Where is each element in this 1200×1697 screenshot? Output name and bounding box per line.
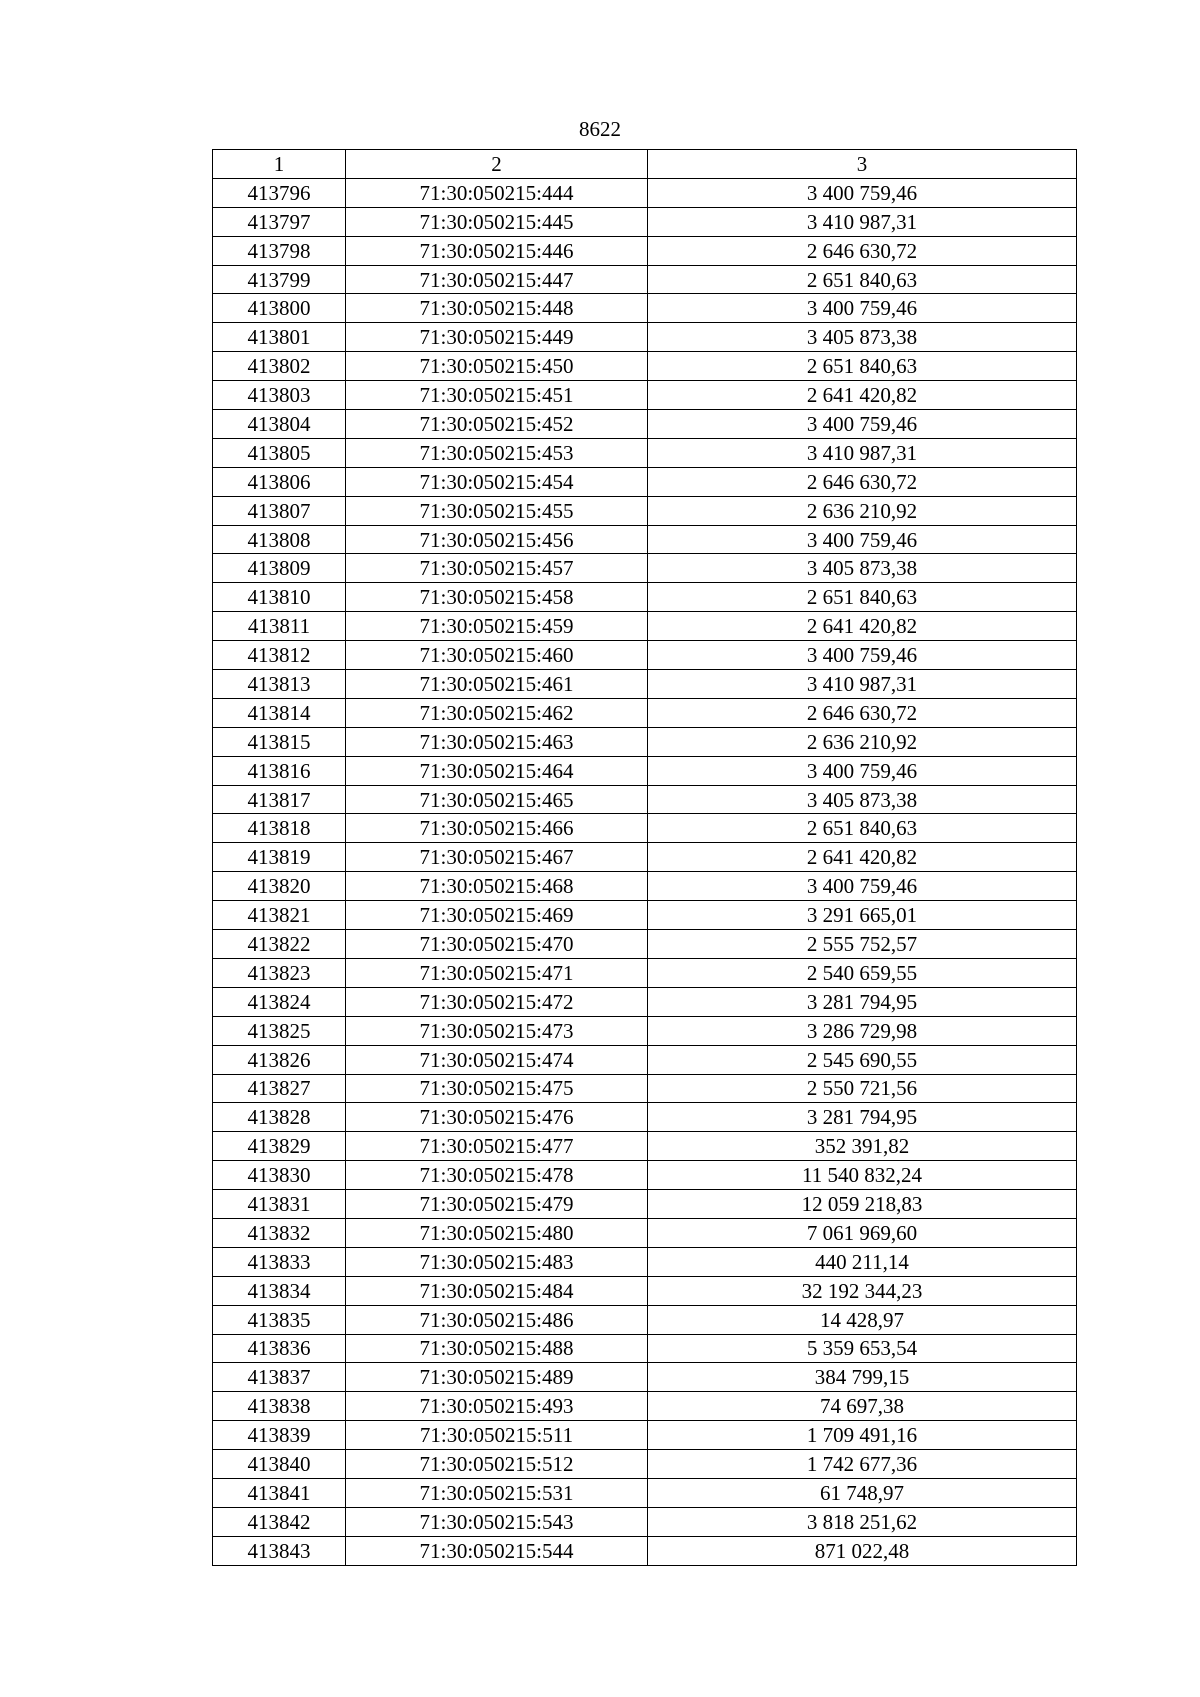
value-cell: 2 545 690,55 xyxy=(648,1045,1077,1074)
value-cell: 3 286 729,98 xyxy=(648,1016,1077,1045)
cadastral-number-cell: 71:30:050215:479 xyxy=(346,1190,648,1219)
cadastral-number-cell: 71:30:050215:458 xyxy=(346,583,648,612)
table-row xyxy=(213,1016,1077,1045)
value-cell: 3 400 759,46 xyxy=(648,525,1077,554)
value-cell: 2 646 630,72 xyxy=(648,698,1077,727)
cadastral-number-cell: 71:30:050215:466 xyxy=(346,814,648,843)
table-row xyxy=(213,410,1077,439)
cadastral-number-cell: 71:30:050215:493 xyxy=(346,1392,648,1421)
table-row xyxy=(213,1103,1077,1132)
row-number-cell: 413838 xyxy=(213,1392,346,1421)
column-header-1: 1 xyxy=(213,150,346,179)
value-cell: 2 641 420,82 xyxy=(648,612,1077,641)
cadastral-number-cell: 71:30:050215:449 xyxy=(346,323,648,352)
row-number-cell: 413820 xyxy=(213,872,346,901)
row-number-cell: 413824 xyxy=(213,987,346,1016)
row-number-cell: 413810 xyxy=(213,583,346,612)
cadastral-number-cell: 71:30:050215:486 xyxy=(346,1305,648,1334)
value-cell: 74 697,38 xyxy=(648,1392,1077,1421)
value-cell: 2 646 630,72 xyxy=(648,467,1077,496)
table-row xyxy=(213,930,1077,959)
cadastral-number-cell: 71:30:050215:444 xyxy=(346,178,648,207)
table-row xyxy=(213,178,1077,207)
value-cell: 7 061 969,60 xyxy=(648,1218,1077,1247)
table-row xyxy=(213,958,1077,987)
value-cell: 2 550 721,56 xyxy=(648,1074,1077,1103)
table-row xyxy=(213,438,1077,467)
cadastral-number-cell: 71:30:050215:468 xyxy=(346,872,648,901)
table-row xyxy=(213,1334,1077,1363)
table-row xyxy=(213,872,1077,901)
table-row xyxy=(213,987,1077,1016)
row-number-cell: 413841 xyxy=(213,1478,346,1507)
value-cell: 3 281 794,95 xyxy=(648,1103,1077,1132)
table-row xyxy=(213,727,1077,756)
row-number-cell: 413818 xyxy=(213,814,346,843)
cadastral-number-cell: 71:30:050215:465 xyxy=(346,785,648,814)
value-cell: 3 400 759,46 xyxy=(648,756,1077,785)
row-number-cell: 413843 xyxy=(213,1536,346,1565)
table-row xyxy=(213,236,1077,265)
table-row xyxy=(213,352,1077,381)
row-number-cell: 413802 xyxy=(213,352,346,381)
table-row xyxy=(213,1305,1077,1334)
row-number-cell: 413821 xyxy=(213,901,346,930)
cadastral-number-cell: 71:30:050215:480 xyxy=(346,1218,648,1247)
table-row xyxy=(213,583,1077,612)
table-row xyxy=(213,1190,1077,1219)
row-number-cell: 413800 xyxy=(213,294,346,323)
value-cell: 3 400 759,46 xyxy=(648,641,1077,670)
cadastral-number-cell: 71:30:050215:450 xyxy=(346,352,648,381)
table-row xyxy=(213,1218,1077,1247)
cadastral-number-cell: 71:30:050215:544 xyxy=(346,1536,648,1565)
cadastral-number-cell: 71:30:050215:469 xyxy=(346,901,648,930)
value-cell: 440 211,14 xyxy=(648,1247,1077,1276)
table-row xyxy=(213,525,1077,554)
row-number-cell: 413827 xyxy=(213,1074,346,1103)
row-number-cell: 413832 xyxy=(213,1218,346,1247)
row-number-cell: 413811 xyxy=(213,612,346,641)
cadastral-number-cell: 71:30:050215:460 xyxy=(346,641,648,670)
row-number-cell: 413836 xyxy=(213,1334,346,1363)
table-row xyxy=(213,785,1077,814)
value-cell: 3 405 873,38 xyxy=(648,323,1077,352)
register-table xyxy=(212,149,1077,1566)
cadastral-number-cell: 71:30:050215:445 xyxy=(346,207,648,236)
value-cell: 2 641 420,82 xyxy=(648,381,1077,410)
value-cell: 2 651 840,63 xyxy=(648,352,1077,381)
value-cell: 2 555 752,57 xyxy=(648,930,1077,959)
row-number-cell: 413823 xyxy=(213,958,346,987)
row-number-cell: 413803 xyxy=(213,381,346,410)
table-row xyxy=(213,1074,1077,1103)
table-row xyxy=(213,467,1077,496)
cadastral-number-cell: 71:30:050215:464 xyxy=(346,756,648,785)
cadastral-number-cell: 71:30:050215:459 xyxy=(346,612,648,641)
cadastral-number-cell: 71:30:050215:456 xyxy=(346,525,648,554)
row-number-cell: 413813 xyxy=(213,670,346,699)
cadastral-number-cell: 71:30:050215:512 xyxy=(346,1450,648,1479)
cadastral-number-cell: 71:30:050215:452 xyxy=(346,410,648,439)
cadastral-number-cell: 71:30:050215:473 xyxy=(346,1016,648,1045)
column-header-3: 3 xyxy=(648,150,1077,179)
value-cell: 2 636 210,92 xyxy=(648,727,1077,756)
value-cell: 14 428,97 xyxy=(648,1305,1077,1334)
value-cell: 5 359 653,54 xyxy=(648,1334,1077,1363)
row-number-cell: 413807 xyxy=(213,496,346,525)
cadastral-number-cell: 71:30:050215:453 xyxy=(346,438,648,467)
cadastral-number-cell: 71:30:050215:471 xyxy=(346,958,648,987)
row-number-cell: 413812 xyxy=(213,641,346,670)
cadastral-number-cell: 71:30:050215:457 xyxy=(346,554,648,583)
cadastral-number-cell: 71:30:050215:462 xyxy=(346,698,648,727)
value-cell: 2 651 840,63 xyxy=(648,265,1077,294)
value-cell: 3 400 759,46 xyxy=(648,178,1077,207)
cadastral-number-cell: 71:30:050215:531 xyxy=(346,1478,648,1507)
row-number-cell: 413801 xyxy=(213,323,346,352)
value-cell: 2 540 659,55 xyxy=(648,958,1077,987)
table-row xyxy=(213,1421,1077,1450)
table-row xyxy=(213,756,1077,785)
table-row xyxy=(213,1478,1077,1507)
value-cell: 12 059 218,83 xyxy=(648,1190,1077,1219)
value-cell: 32 192 344,23 xyxy=(648,1276,1077,1305)
value-cell: 61 748,97 xyxy=(648,1478,1077,1507)
value-cell: 871 022,48 xyxy=(648,1536,1077,1565)
row-number-cell: 413831 xyxy=(213,1190,346,1219)
row-number-cell: 413822 xyxy=(213,930,346,959)
cadastral-number-cell: 71:30:050215:448 xyxy=(346,294,648,323)
table-row xyxy=(213,1392,1077,1421)
value-cell: 11 540 832,24 xyxy=(648,1161,1077,1190)
table-row xyxy=(213,1276,1077,1305)
table-row xyxy=(213,207,1077,236)
cadastral-number-cell: 71:30:050215:511 xyxy=(346,1421,648,1450)
cadastral-number-cell: 71:30:050215:476 xyxy=(346,1103,648,1132)
table-row xyxy=(213,1450,1077,1479)
cadastral-number-cell: 71:30:050215:488 xyxy=(346,1334,648,1363)
row-number-cell: 413797 xyxy=(213,207,346,236)
table-row xyxy=(213,1247,1077,1276)
table-row xyxy=(213,554,1077,583)
cadastral-number-cell: 71:30:050215:489 xyxy=(346,1363,648,1392)
value-cell: 3 405 873,38 xyxy=(648,785,1077,814)
row-number-cell: 413808 xyxy=(213,525,346,554)
cadastral-number-cell: 71:30:050215:451 xyxy=(346,381,648,410)
row-number-cell: 413842 xyxy=(213,1507,346,1536)
row-number-cell: 413806 xyxy=(213,467,346,496)
table-row xyxy=(213,641,1077,670)
table-row xyxy=(213,1363,1077,1392)
cadastral-number-cell: 71:30:050215:474 xyxy=(346,1045,648,1074)
value-cell: 2 651 840,63 xyxy=(648,583,1077,612)
table-row xyxy=(213,612,1077,641)
table-row xyxy=(213,496,1077,525)
value-cell: 352 391,82 xyxy=(648,1132,1077,1161)
cadastral-number-cell: 71:30:050215:483 xyxy=(346,1247,648,1276)
value-cell: 384 799,15 xyxy=(648,1363,1077,1392)
value-cell: 3 281 794,95 xyxy=(648,987,1077,1016)
cadastral-number-cell: 71:30:050215:454 xyxy=(346,467,648,496)
cadastral-number-cell: 71:30:050215:484 xyxy=(346,1276,648,1305)
row-number-cell: 413837 xyxy=(213,1363,346,1392)
table-row xyxy=(213,323,1077,352)
value-cell: 3 818 251,62 xyxy=(648,1507,1077,1536)
row-number-cell: 413817 xyxy=(213,785,346,814)
cadastral-number-cell: 71:30:050215:472 xyxy=(346,987,648,1016)
value-cell: 3 410 987,31 xyxy=(648,670,1077,699)
table-row xyxy=(213,1045,1077,1074)
row-number-cell: 413835 xyxy=(213,1305,346,1334)
table-row xyxy=(213,901,1077,930)
value-cell: 3 410 987,31 xyxy=(648,207,1077,236)
cadastral-number-cell: 71:30:050215:475 xyxy=(346,1074,648,1103)
cadastral-number-cell: 71:30:050215:463 xyxy=(346,727,648,756)
value-cell: 3 405 873,38 xyxy=(648,554,1077,583)
value-cell: 2 636 210,92 xyxy=(648,496,1077,525)
column-header-2: 2 xyxy=(346,150,648,179)
row-number-cell: 413814 xyxy=(213,698,346,727)
table-row xyxy=(213,294,1077,323)
table-row xyxy=(213,670,1077,699)
row-number-cell: 413829 xyxy=(213,1132,346,1161)
value-cell: 2 641 420,82 xyxy=(648,843,1077,872)
table-header-row xyxy=(213,150,1077,179)
table-body xyxy=(213,178,1077,1565)
table-row xyxy=(213,265,1077,294)
table-row xyxy=(213,1536,1077,1565)
cadastral-number-cell: 71:30:050215:461 xyxy=(346,670,648,699)
value-cell: 3 291 665,01 xyxy=(648,901,1077,930)
table-row xyxy=(213,1507,1077,1536)
row-number-cell: 413809 xyxy=(213,554,346,583)
table-row xyxy=(213,698,1077,727)
value-cell: 3 400 759,46 xyxy=(648,410,1077,439)
row-number-cell: 413798 xyxy=(213,236,346,265)
value-cell: 2 646 630,72 xyxy=(648,236,1077,265)
row-number-cell: 413839 xyxy=(213,1421,346,1450)
cadastral-number-cell: 71:30:050215:447 xyxy=(346,265,648,294)
table-row xyxy=(213,1161,1077,1190)
row-number-cell: 413834 xyxy=(213,1276,346,1305)
table-row xyxy=(213,1132,1077,1161)
value-cell: 3 410 987,31 xyxy=(648,438,1077,467)
row-number-cell: 413819 xyxy=(213,843,346,872)
row-number-cell: 413796 xyxy=(213,178,346,207)
value-cell: 3 400 759,46 xyxy=(648,294,1077,323)
value-cell: 1 742 677,36 xyxy=(648,1450,1077,1479)
value-cell: 3 400 759,46 xyxy=(648,872,1077,901)
cadastral-number-cell: 71:30:050215:477 xyxy=(346,1132,648,1161)
cadastral-number-cell: 71:30:050215:470 xyxy=(346,930,648,959)
row-number-cell: 413826 xyxy=(213,1045,346,1074)
cadastral-number-cell: 71:30:050215:543 xyxy=(346,1507,648,1536)
row-number-cell: 413830 xyxy=(213,1161,346,1190)
cadastral-number-cell: 71:30:050215:478 xyxy=(346,1161,648,1190)
table-row xyxy=(213,843,1077,872)
row-number-cell: 413805 xyxy=(213,438,346,467)
value-cell: 2 651 840,63 xyxy=(648,814,1077,843)
row-number-cell: 413825 xyxy=(213,1016,346,1045)
row-number-cell: 413833 xyxy=(213,1247,346,1276)
row-number-cell: 413816 xyxy=(213,756,346,785)
row-number-cell: 413840 xyxy=(213,1450,346,1479)
row-number-cell: 413799 xyxy=(213,265,346,294)
row-number-cell: 413815 xyxy=(213,727,346,756)
cadastral-number-cell: 71:30:050215:455 xyxy=(346,496,648,525)
table-row xyxy=(213,814,1077,843)
page-number: 8622 xyxy=(579,117,621,141)
row-number-cell: 413804 xyxy=(213,410,346,439)
cadastral-number-cell: 71:30:050215:446 xyxy=(346,236,648,265)
value-cell: 1 709 491,16 xyxy=(648,1421,1077,1450)
table-row xyxy=(213,381,1077,410)
cadastral-number-cell: 71:30:050215:467 xyxy=(346,843,648,872)
row-number-cell: 413828 xyxy=(213,1103,346,1132)
